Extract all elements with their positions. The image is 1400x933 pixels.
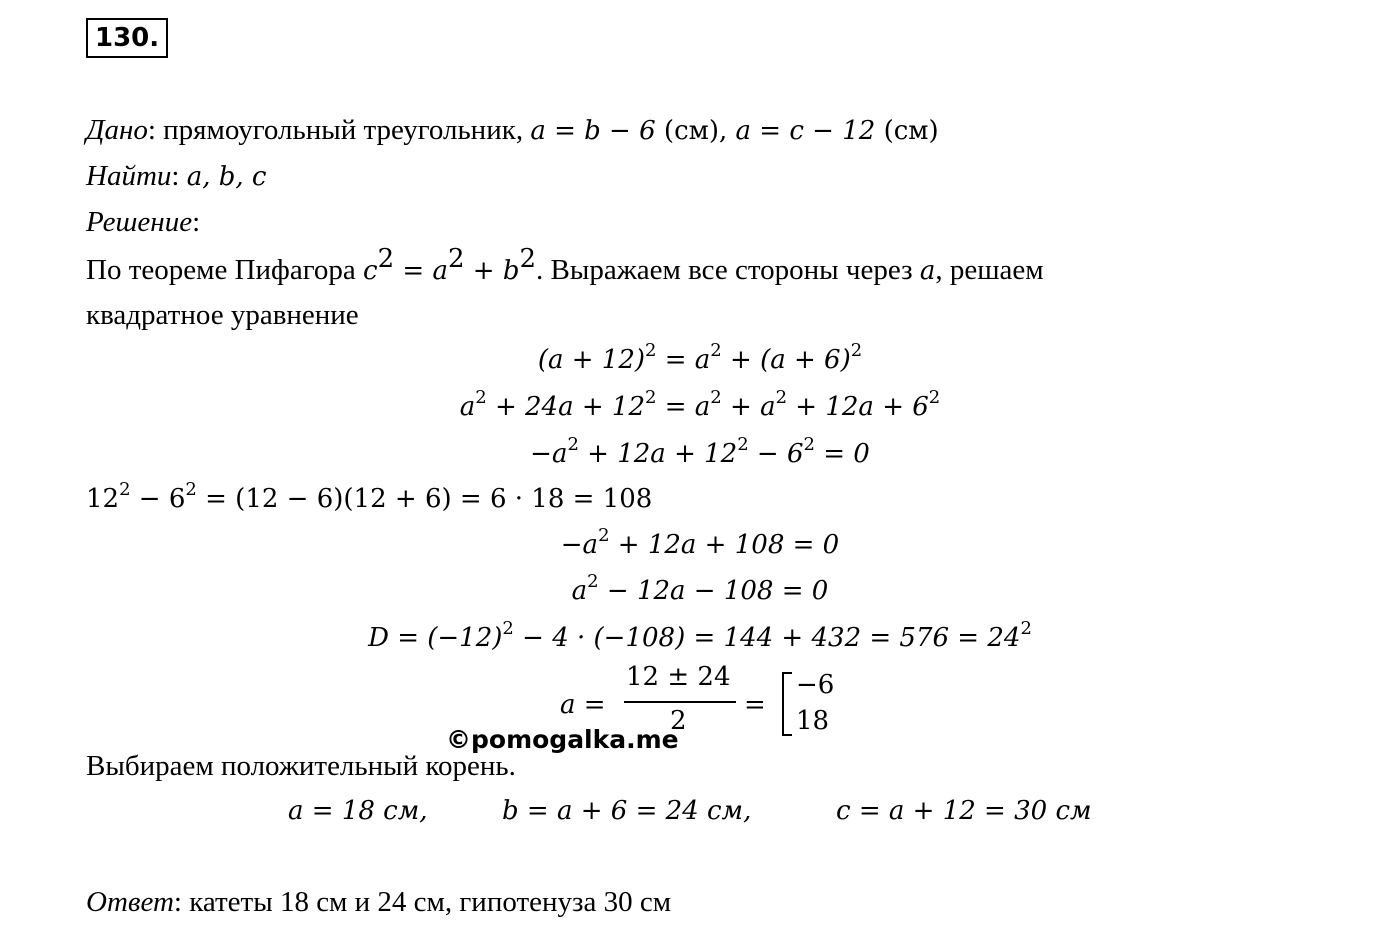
eq4-sup-2: 2 xyxy=(185,479,197,500)
equation-1 xyxy=(0,342,1400,378)
eq2-sup-5: 2 xyxy=(928,387,941,408)
problem-number: 130. xyxy=(86,18,168,58)
intro-eq-a: a xyxy=(432,256,448,286)
eq5-part-b: + 12a + 108 = 0 xyxy=(609,530,840,560)
given-text: прямоугольный треугольник, xyxy=(155,114,531,146)
answer-label: Ответ xyxy=(86,886,174,918)
intro-eq-plus: + xyxy=(464,256,503,286)
eq1-sup-1: 2 xyxy=(645,340,657,361)
given-colon: : xyxy=(147,114,156,146)
intro-text-1: По теореме Пифагора xyxy=(86,254,364,286)
eq5-part-a: −a xyxy=(560,530,599,560)
intro-eq-b: b xyxy=(502,256,520,286)
root-1: −6 xyxy=(796,670,835,700)
result-c: c = a + 12 = 30 см xyxy=(836,796,1092,826)
eq7-part-a: D = (−12) xyxy=(368,623,503,653)
intro-line-2: квадратное уравнение xyxy=(86,299,359,331)
solution-label: Решение xyxy=(86,206,193,238)
eq1-sup-2: 2 xyxy=(710,340,722,361)
intro-sup-b: 2 xyxy=(519,244,537,274)
eq6-sup-1: 2 xyxy=(587,571,599,592)
eq2-sup-4: 2 xyxy=(775,387,788,408)
given-line xyxy=(86,112,939,149)
equation-7 xyxy=(0,620,1400,656)
eq1-part-a: (a + 12) xyxy=(537,345,646,375)
eq2-part-e: + 12a + 6 xyxy=(787,392,929,422)
intro-sup-a: 2 xyxy=(447,244,465,274)
equation-6 xyxy=(0,573,1400,609)
given-unit1: (см), xyxy=(655,116,736,146)
eq6-part-b: − 12a − 108 = 0 xyxy=(598,576,829,606)
find-colon: : xyxy=(171,160,187,192)
result-a: a = 18 см, xyxy=(288,796,428,826)
eq2-sup-1: 2 xyxy=(475,387,487,408)
answer-text: : катеты 18 см и 24 см, гипотенуза 30 см xyxy=(173,886,672,918)
intro-eq-mid: = xyxy=(394,256,433,286)
eq7-sup-1: 2 xyxy=(502,618,514,639)
equation-3 xyxy=(0,436,1400,472)
frac-denominator: 2 xyxy=(670,706,687,736)
eq3-part-d: = 0 xyxy=(814,439,870,469)
find-vars: a, b, c xyxy=(186,162,267,192)
eq3-sup-2: 2 xyxy=(737,434,749,455)
eq2-part-b: + 24a + 12 xyxy=(486,392,646,422)
roots-bracket xyxy=(782,672,792,736)
eq4-part-a: 12 xyxy=(86,484,120,514)
given-cond1: a = b − 6 xyxy=(530,116,656,146)
fraction-bar xyxy=(624,701,736,703)
frac-equals: = xyxy=(744,690,766,720)
eq2-sup-3: 2 xyxy=(710,387,722,408)
eq2-part-a: a xyxy=(459,392,476,422)
eq3-sup-1: 2 xyxy=(567,434,579,455)
eq6-part-a: a xyxy=(571,576,588,606)
given-cond2: a = c − 12 xyxy=(735,116,876,146)
find-line xyxy=(86,158,266,195)
eq3-part-b: + 12a + 12 xyxy=(578,439,738,469)
eq2-sup-2: 2 xyxy=(645,387,657,408)
root-2: 18 xyxy=(796,706,830,736)
intro-text-3: , решаем xyxy=(935,254,1044,286)
frac-numerator: 12 ± 24 xyxy=(626,662,731,692)
find-label: Найти xyxy=(86,160,172,192)
equation-4 xyxy=(86,481,652,517)
result-b: b = a + 6 = 24 см, xyxy=(502,796,752,826)
equation-5 xyxy=(0,527,1400,563)
given-unit2: (см) xyxy=(875,116,939,146)
watermark: ©pomogalka.me xyxy=(446,725,679,754)
eq1-sup-3: 2 xyxy=(850,340,863,361)
eq4-part-c: = (12 − 6)(12 + 6) = 6 · 18 = 108 xyxy=(196,484,653,514)
solution-colon: : xyxy=(192,206,201,238)
intro-var-a: a xyxy=(919,256,936,286)
eq4-sup-1: 2 xyxy=(119,479,131,500)
eq3-part-a: −a xyxy=(530,439,568,469)
eq2-part-c: = a xyxy=(656,392,711,422)
intro-line-1 xyxy=(86,244,1044,289)
choose-root-text: Выбираем положительный корень. xyxy=(86,750,516,782)
intro-eq-c: c xyxy=(363,256,378,286)
intro-text-2: . Выражаем все стороны через xyxy=(536,254,920,286)
eq5-sup-1: 2 xyxy=(598,525,610,546)
eq1-part-c: + (a + 6) xyxy=(721,345,851,375)
solution-line xyxy=(86,204,200,240)
eq7-sup-2: 2 xyxy=(1020,618,1032,639)
eq7-part-b: − 4 · (−108) = 144 + 432 = 576 = 24 xyxy=(513,623,1021,653)
equation-2 xyxy=(0,389,1400,425)
frac-lhs: a = xyxy=(560,690,606,720)
eq4-part-b: − 6 xyxy=(130,484,186,514)
eq1-part-b: = a xyxy=(656,345,711,375)
given-label: Дано xyxy=(86,114,148,146)
eq2-part-d: + a xyxy=(721,392,776,422)
answer-line xyxy=(86,884,671,920)
eq3-part-c: − 6 xyxy=(748,439,804,469)
intro-sup-c: 2 xyxy=(377,244,395,274)
eq3-sup-3: 2 xyxy=(803,434,815,455)
